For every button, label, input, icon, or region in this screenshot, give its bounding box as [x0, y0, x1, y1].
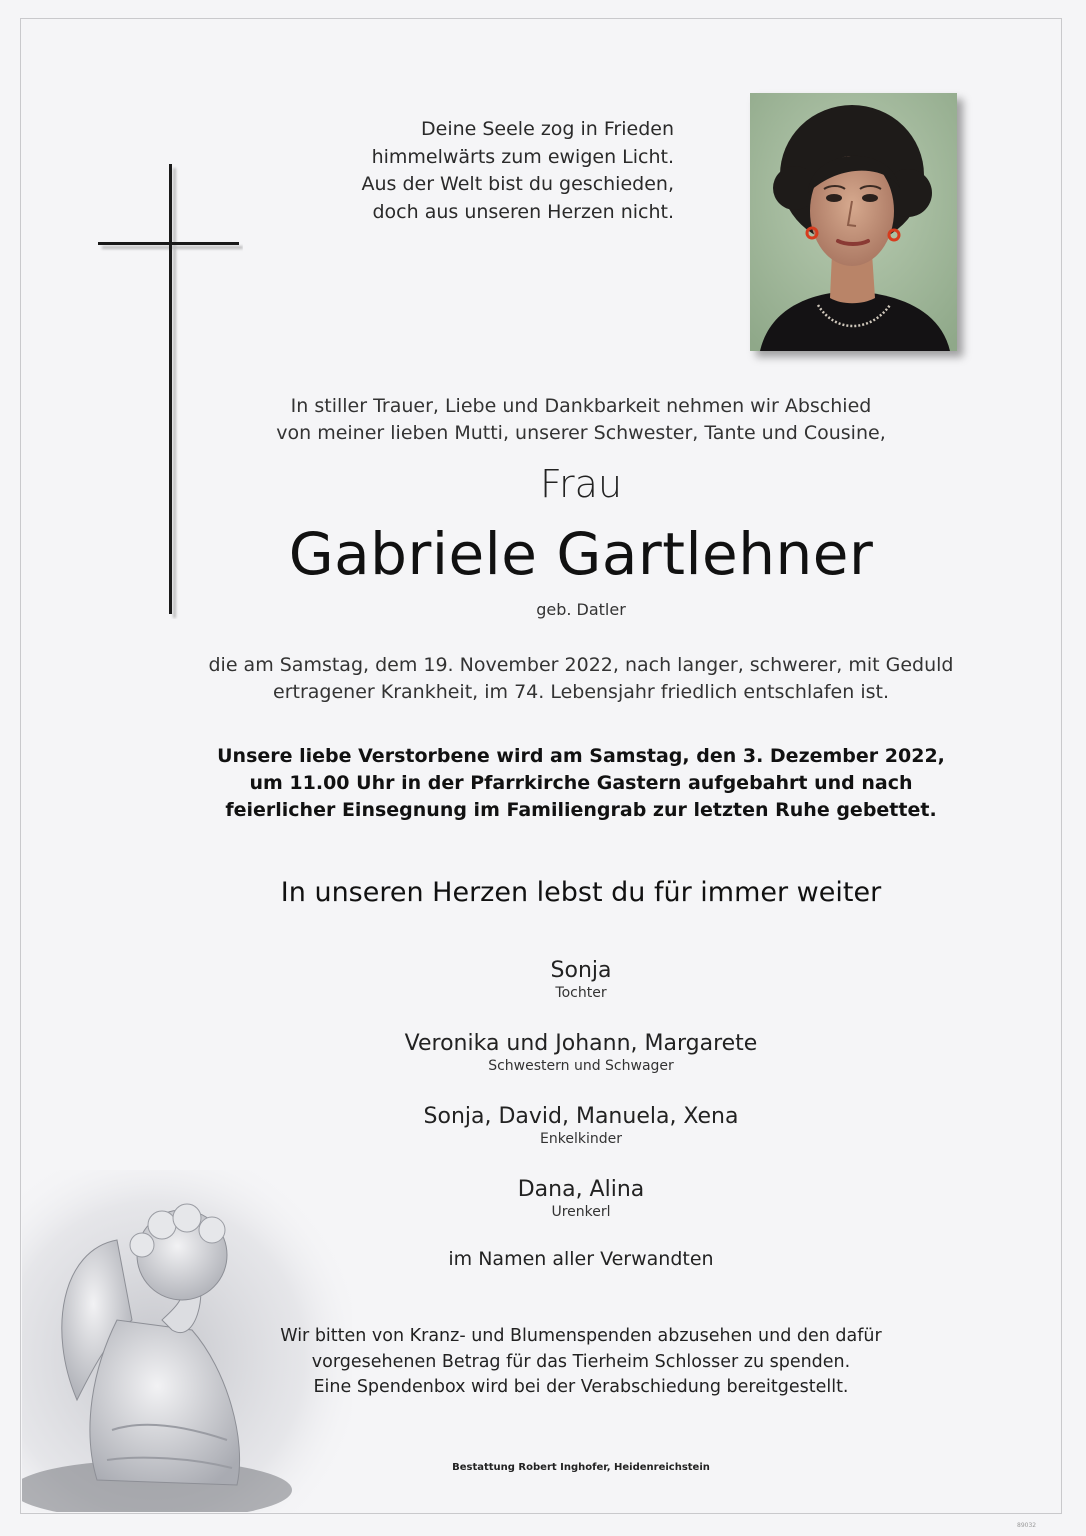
mourner-name: Dana, Alina [517, 1177, 645, 1202]
deceased-name: Gabriele Gartlehner [288, 520, 874, 588]
mourner-group [0, 957, 1086, 1001]
mourner-relation: Schwestern und Schwager [488, 1058, 674, 1074]
mourner-name: Sonja, David, Manuela, Xena [423, 1104, 739, 1129]
mourner-relation: Enkelkinder [540, 1131, 622, 1147]
donation-request-line: Wir bitten von Kranz- und Blumenspenden abzusehen und den dafür [280, 1326, 882, 1346]
donation-request-line: vorgesehenen Betrag für das Tierheim Schlosser zu spenden. [311, 1351, 851, 1372]
birth-name: geb. Datler [536, 600, 626, 619]
mourner-relation: Tochter [555, 985, 607, 1001]
portrait-photo [750, 93, 957, 351]
death-notice [0, 652, 1086, 706]
funeral-notice-line: Unsere liebe Verstorbene wird am Samstag, den 3. Dezember 2022, [217, 745, 945, 767]
motto: In unseren Herzen lebst du für immer weiter [280, 877, 882, 908]
all-relatives: im Namen aller Verwandten [448, 1248, 714, 1270]
intro-line: In stiller Trauer, Liebe und Dankbarkeit nehmen wir Abschied [290, 395, 872, 417]
funeral-notice [0, 743, 1086, 824]
intro-line: von meiner lieben Mutti, unserer Schwester, Tante und Cousine, [276, 422, 886, 444]
donation-request [0, 1324, 1086, 1401]
mourner-relation: Urenkerl [551, 1204, 611, 1220]
poem-line: Aus der Welt bist du geschieden, [361, 173, 674, 195]
mourner-name: Veronika und Johann, Margarete [404, 1031, 758, 1056]
mourner-group [0, 1103, 1086, 1147]
death-notice-line: ertragener Krankheit, im 74. Lebensjahr friedlich entschlafen ist. [273, 681, 889, 703]
undertaker: Bestattung Robert Inghofer, Heidenreichstein [452, 1462, 710, 1473]
form-code: 89032 [1017, 1522, 1037, 1529]
poem [254, 116, 674, 226]
death-notice-line: die am Samstag, dem 19. November 2022, nach langer, schwerer, mit Geduld [208, 654, 954, 676]
mourner-group [0, 1030, 1086, 1074]
poem-line: doch aus unseren Herzen nicht. [372, 200, 674, 223]
donation-request-line: Eine Spendenbox wird bei der Verabschiedung bereitgestellt. [313, 1377, 849, 1397]
poem-line: Deine Seele zog in Frieden [421, 118, 674, 140]
salutation: Frau [539, 462, 623, 506]
intro-text [0, 393, 1086, 447]
funeral-notice-line: feierlicher Einsegnung im Familiengrab zur letzten Ruhe gebettet. [225, 799, 937, 821]
mourner-name: Sonja [550, 958, 612, 983]
poem-line: himmelwärts zum ewigen Licht. [371, 145, 674, 168]
funeral-notice-line: um 11.00 Uhr in der Pfarrkirche Gastern aufgebahrt und nach [249, 772, 913, 794]
